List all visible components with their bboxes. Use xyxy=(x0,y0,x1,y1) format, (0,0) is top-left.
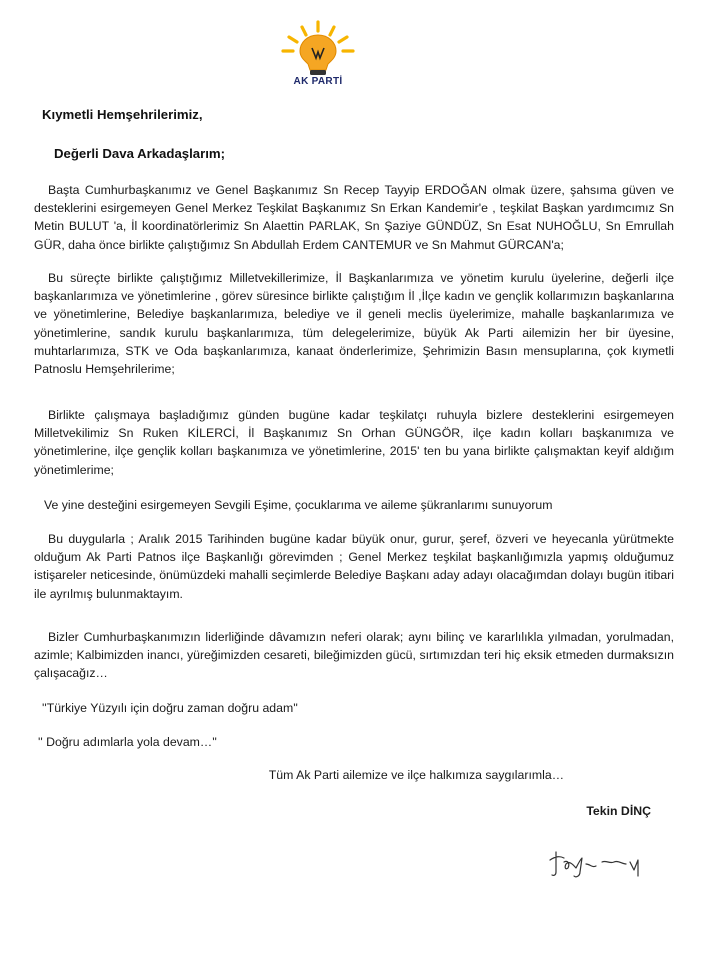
signer-name: Tekin DİNÇ xyxy=(586,804,651,818)
paragraph-thanks-family: Ve yine desteğini esirgemeyen Sevgili Eşime, çocuklarıma ve aileme şükranlarımı sunuyorum xyxy=(44,498,553,512)
paragraph-thanks-leadership: Başta Cumhurbaşkanımız ve Genel Başkanımız Sn Recep Tayyip ERDOĞAN olmak üzere, şahsıma güven ve desteklerini esirgemeyen Genel Merkez Teşkilat Başkanımız Sn Erkan Kandemir'e , teşkilat Başkan yardımcımız Sn Metin BULUT 'a, İl koordinatörlerimiz Sn Alaettin PARLAK, Sn Şaziye GÜNDÜZ, Sn Esat NUHOĞLU, Sn Emrullah GÜR, daha önce birlikte çalıştığımız Sn Abdullah Erdem CANTEMUR ve Sn Mahmut GÜRCAN'a; xyxy=(34,183,674,252)
paragraph-commitment: Bizler Cumhurbaşkanımızın liderliğinde dâvamızın neferi olarak; aynı bilinç ve kararlılıkla yılmadan, yorulmadan, azimle; Kalbimizden inancı, yüreğimizden cesareti, bileğimizden gücü, sırtımızdan teri hiç eksik etmeden durmaksızın çalışacağız… xyxy=(34,630,674,681)
closing-line: Tüm Ak Parti ailemize ve ilçe halkımıza saygılarımla… xyxy=(268,768,564,782)
slogan-quote-1: ''Türkiye Yüzyılı için doğru zaman doğru adam'' xyxy=(42,701,298,715)
handwritten-signature xyxy=(546,842,646,882)
logo-text: AK PARTİ xyxy=(293,76,343,87)
paragraph-thanks-organization: Bu süreçte birlikte çalıştığımız Milletvekillerimize, İl Başkanlarımıza ve yönetim kurulu üyelerine, değerli ilçe başkanlarımıza ve yönetimlerine , görev süresince birlikte çalıştığım İl ,İlçe kadın ve gençlik kollarımızın başkanlarına ve yönetimlerine, Belediye başkanlarımıza, belediye ve il geneli meclis üyelerimize, mahalle başkanlarımıza ve yönetimlerine, sandık kurulu başkanlarımıza, tüm delegelerimize, büyük Ak Parti ailemizin her bir üyesine, muhtarlarımıza, STK ve Oda başkanlarımıza, kanaat önderlerimize, Şehrimizin Basın mensuplarına, çok kıymetli Patnoslu Hemşehrilerime; xyxy=(34,271,674,377)
slogan-quote-2: '' Doğru adımlarla yola devam…'' xyxy=(38,735,217,749)
paragraph-thanks-officials: Birlikte çalışmaya başladığımız günden bugüne kadar teşkilatçı ruhuyla bizlere desteklerini esirgemeyen Milletvekilimiz Sn Ruken KİLERCİ, İl Başkanımız Sn Orhan GÜNGÖR, ilçe kadın kolları başkanımıza ve yönetimlerine, ilçe gençlik kolları başkanımıza ve yönetimlerine, 2015' ten bu yana birlikte çalışmaktan keyif aldığım yönetimlerime; xyxy=(34,408,674,477)
paragraph-resignation: Bu duygularla ; Aralık 2015 Tarihinden bugüne kadar büyük onur, gurur, şeref, özveri ve heyecanla yürütmekte olduğum Ak Parti Patnos ilçe Başkanlığı görevimden ; Genel Merkez teşkilat başkanlığımızla yapmış olduğumuz istişareler neticesinde, önümüzdeki mahalli seçimlerde Belediye Başkanı aday adayı olacağımdan dolayı bugün itibari ile ayrılmış bulunmaktayım. xyxy=(34,532,674,601)
ak-parti-logo xyxy=(272,18,364,90)
greeting-line-1: Kıymetli Hemşehrilerimiz, xyxy=(42,107,203,122)
light-bulb-icon xyxy=(272,18,364,78)
greeting-line-2: Değerli Dava Arkadaşlarım; xyxy=(54,146,226,161)
